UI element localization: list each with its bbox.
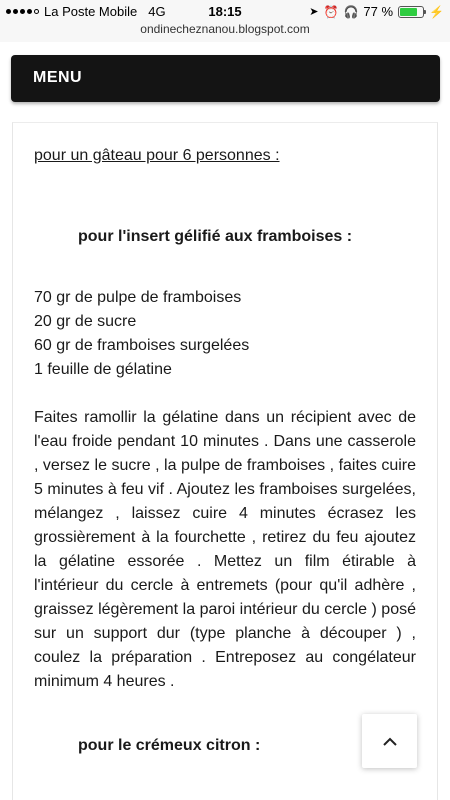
section-heading-insert: pour l'insert gélifié aux framboises :: [78, 228, 353, 245]
section-heading-cremeux: pour le crémeux citron :: [78, 737, 261, 754]
battery-percent: 77 %: [363, 4, 394, 19]
ingredient-item: 20 gr de sucre: [34, 313, 137, 330]
address-bar[interactable]: [0, 22, 450, 42]
alarm-icon: ⏰: [323, 4, 339, 19]
status-time: 18:15: [208, 4, 242, 19]
url-text: ondinecheznanou.blogspot.com: [140, 22, 310, 36]
chevron-up-icon: [383, 737, 397, 746]
menu-bar[interactable]: [11, 55, 440, 102]
headphones-icon: 🎧: [343, 4, 359, 19]
charging-icon: ⚡: [429, 4, 444, 19]
ingredient-item: 1 feuille de gélatine: [34, 361, 172, 378]
carrier-name: La Poste Mobile: [44, 4, 138, 19]
post-content: [34, 144, 416, 758]
status-right: [309, 4, 444, 19]
battery-icon: [398, 6, 424, 18]
ingredient-list: [34, 286, 416, 382]
instructions-paragraph: Faites ramollir la gélatine dans un récipient avec de l'eau froide pendant 10 minutes . Dans une casserole , versez le sucre , la pulpe de framboises , faites cuire 5 minutes à feu vif . Ajoutez les framboises surgelées, mélangez , laissez cuire 4 minutes écrasez les grossièrement à la fourchette , retirez du feu ajoutez la gélatine essorée . Mettez un film étirable à l'intérieur du cercle à entremets (pour qu'il adhère , graissez légèrement la paroi intérieur du cercle ) posé sur un support dur (type planche à découper ) , coulez la préparation . Entreposez au congélateur minimum 4 heures .: [34, 409, 416, 690]
ingredient-item: 70 gr de pulpe de framboises: [34, 289, 242, 306]
location-icon: ➤: [309, 6, 319, 18]
ingredient-item: 60 gr de framboises surgelées: [34, 337, 250, 354]
menu-label: MENU: [33, 69, 83, 86]
network-type: 4G: [148, 4, 166, 19]
post-intro: pour un gâteau pour 6 personnes :: [34, 147, 280, 164]
scroll-to-top-button[interactable]: [362, 714, 417, 768]
status-bar: [0, 0, 450, 22]
